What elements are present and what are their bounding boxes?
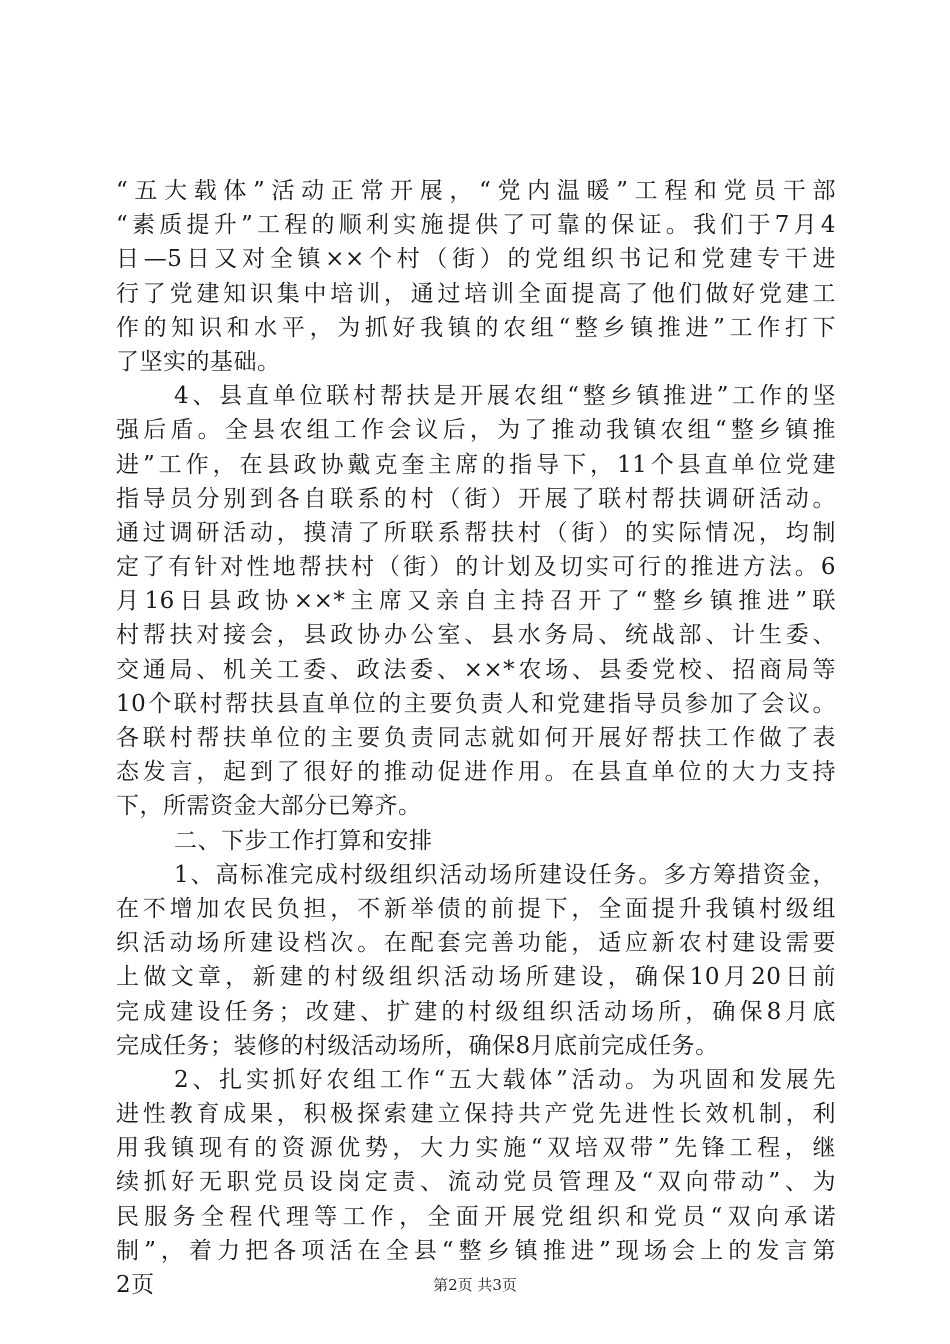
text-line: 强后盾。全县农组工作会议后，为了推动我镇农组“整乡镇推 — [116, 417, 836, 444]
paragraph-start-line: 4、县直单位联村帮扶是开展农组“整乡镇推进”工作的坚 — [174, 383, 836, 410]
text-line: 作的知识和水平，为抓好我镇的农组“整乡镇推进”工作打下 — [116, 314, 836, 341]
text-line: 上做文章，新建的村级组织活动场所建设，确保10月20日前 — [116, 964, 836, 991]
text-line: 民服务全程代理等工作，全面开展党组织和党员“双向承诺 — [116, 1203, 836, 1230]
text-line: 各联村帮扶单位的主要负责同志就如何开展好帮扶工作做了表 — [116, 725, 836, 751]
text-line: 10个联村帮扶县直单位的主要负责人和党建指导员参加了会议。 — [116, 690, 836, 717]
text-line: 月16日县政协××*主席又亲自主持召开了“整乡镇推进”联 — [116, 588, 836, 615]
text-line: 定了有针对性地帮扶村（街）的计划及切实可行的推进方法。6 — [116, 554, 836, 581]
text-line: 进”工作，在县政协戴克奎主席的指导下，11个县直单位党建 — [116, 451, 836, 478]
text-line: 完成建设任务；改建、扩建的村级组织活动场所，确保8月底 — [116, 998, 836, 1025]
text-line: 行了党建知识集中培训，通过培训全面提高了他们做好党建工 — [116, 280, 836, 307]
text-line: 续抓好无职党员设岗定责、流动党员管理及“双向带动”、为 — [116, 1169, 836, 1196]
text-line: 在不增加农民负担，不新举债的前提下，全面提升我镇村级组 — [116, 895, 836, 922]
paragraph-start-line: 2、扎实抓好农组工作“五大载体”活动。为巩固和发展先 — [174, 1066, 836, 1093]
text-line: 交通局、机关工委、政法委、××*农场、县委党校、招商局等 — [116, 656, 836, 683]
text-line: 2页 — [116, 1272, 155, 1298]
text-line: 态发言，起到了很好的推动促进作用。在县直单位的大力支持 — [116, 759, 836, 786]
paragraph-start-line: 1、高标准完成村级组织活动场所建设任务。多方筹措资金， — [174, 861, 836, 888]
document-body — [116, 174, 836, 1302]
text-line: “素质提升”工程的顺利实施提供了可靠的保证。我们于7月4 — [116, 212, 836, 239]
text-line: 指导员分别到各自联系的村（街）开展了联村帮扶调研活动。 — [116, 485, 836, 512]
text-line: 日—5日又对全镇××个村（街）的党组织书记和党建专干进 — [116, 246, 836, 273]
text-line: 织活动场所建设档次。在配套完善功能，适应新农村建设需要 — [116, 930, 836, 957]
text-line: 进性教育成果，积极探索建立保持共产党先进性长效机制，利 — [116, 1101, 836, 1128]
text-line: 完成任务；装修的村级活动场所，确保8月底前完成任务。 — [116, 1032, 719, 1059]
text-line: 村帮扶对接会，县政协办公室、县水务局、统战部、计生委、 — [116, 622, 836, 649]
text-line: 用我镇现有的资源优势，大力实施“双培双带”先锋工程，继 — [116, 1135, 836, 1162]
text-line: 制”，着力把各项活在全县“整乡镇推进”现场会上的发言第 — [116, 1237, 836, 1264]
text-line: 了坚实的基础。 — [116, 348, 281, 375]
text-line: “五大载体”活动正常开展，“党内温暖”工程和党员干部 — [116, 178, 836, 204]
text-line: 通过调研活动，摸清了所联系帮扶村（街）的实际情况，均制 — [116, 519, 836, 546]
page-footer: 第2页 共3页 — [433, 1276, 517, 1294]
section-heading: 二、下步工作打算和安排 — [174, 827, 433, 854]
text-line: 下，所需资金大部分已筹齐。 — [116, 793, 422, 820]
